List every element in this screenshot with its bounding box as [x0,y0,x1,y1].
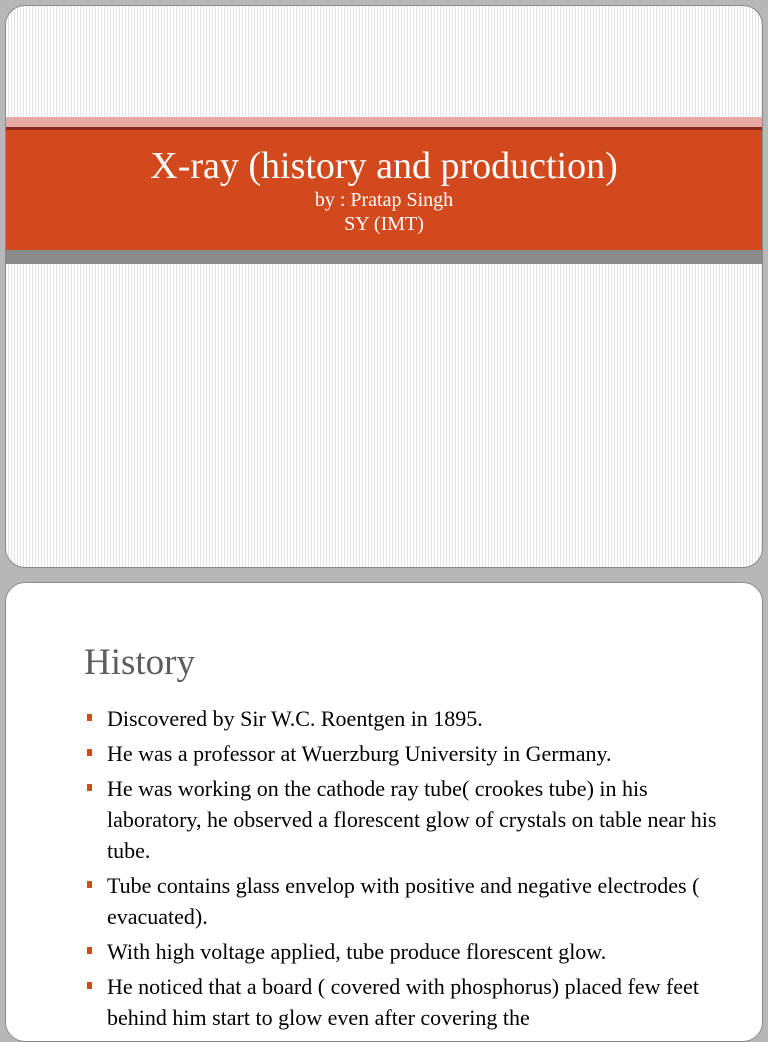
bullet-text: He noticed that a board ( covered with phosphorus) placed few feet behind him start to glow even after covering the [107,974,699,1030]
bullet-text: He was working on the cathode ray tube( crookes tube) in his laboratory, he observed a florescent glow of crystals on table near his tube. [107,776,717,863]
bullet-text: He was a professor at Wuerzburg University in Germany. [107,741,612,766]
bullet-square-icon [87,881,92,888]
title-band [6,130,762,250]
bullet-square-icon [87,749,92,756]
list-item [84,936,724,967]
history-bullet-list [84,703,724,1037]
title-band-top-stripe [6,117,762,127]
bullet-square-icon [87,947,92,954]
bullet-square-icon [87,784,92,791]
bullet-square-icon [87,982,92,989]
history-slide [5,582,763,1042]
title-band-bottom-stripe [6,250,762,264]
list-item [84,773,724,866]
slide-author: by : Pratap Singh [314,189,454,211]
slide-class: SY (IMT) [344,213,424,235]
history-heading: History [84,642,195,683]
list-item [84,703,724,734]
title-slide [5,5,763,568]
slide-title: X-ray (history and production) [150,145,618,187]
list-item [84,738,724,769]
bullet-text: With high voltage applied, tube produce florescent glow. [107,939,607,964]
bullet-text: Discovered by Sir W.C. Roentgen in 1895. [107,706,483,731]
list-item [84,870,724,932]
bullet-square-icon [87,714,92,721]
bullet-text: Tube contains glass envelop with positive and negative electrodes ( evacuated). [107,873,700,929]
